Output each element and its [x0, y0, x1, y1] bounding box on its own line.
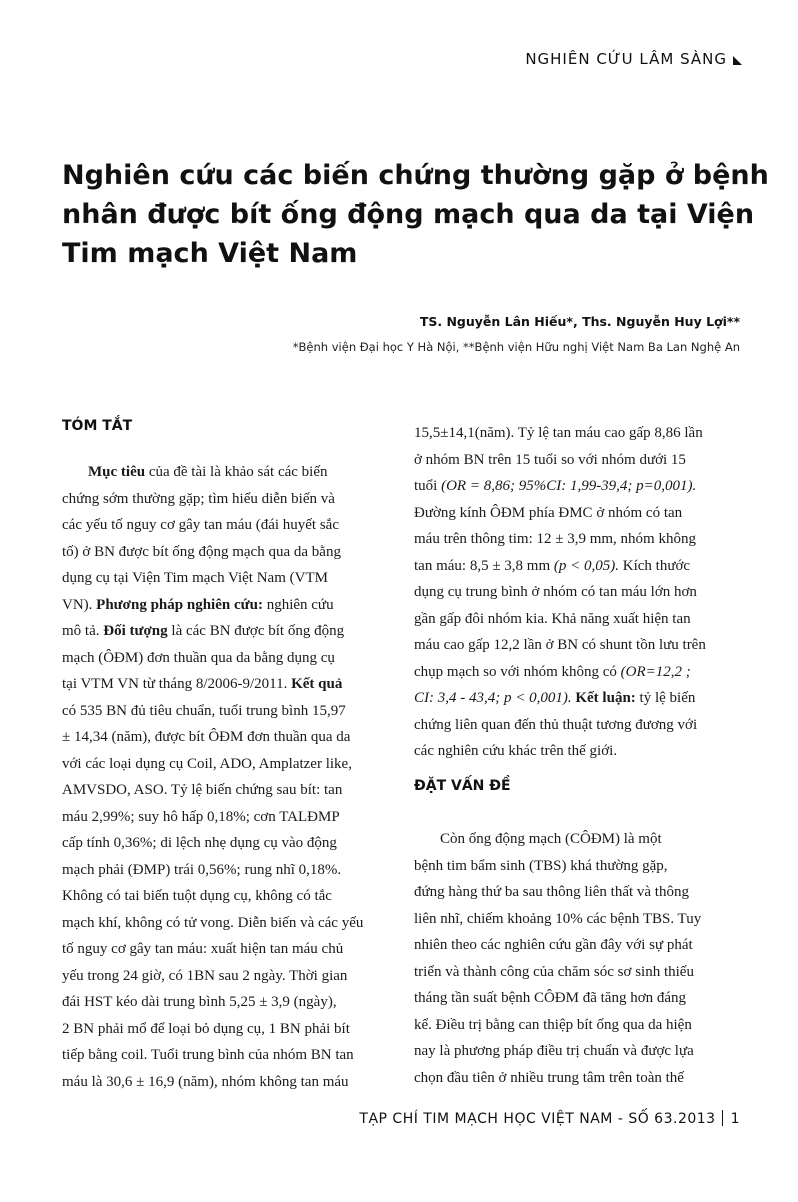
- text-line: [414, 685, 744, 712]
- text-line: [62, 883, 392, 910]
- text-line: [414, 985, 744, 1012]
- text-line: [62, 512, 392, 539]
- text-line: [414, 959, 744, 986]
- text-line: [62, 936, 392, 963]
- text-run: 15,5±14,1(năm). Tỷ lệ tan máu cao gấp 8,86 lần: [414, 425, 703, 441]
- text-run: chứng liên quan đến thủ thuật tương đương với: [414, 716, 698, 733]
- text-line: [414, 420, 744, 447]
- text-run: chọn đầu tiên ở nhiều trung tâm trên toàn thế: [414, 1069, 684, 1086]
- text-run: các nghiên cứu khác trên thế giới.: [414, 743, 618, 759]
- text-line: [62, 963, 392, 990]
- title-line: Tim mạch Việt Nam: [62, 238, 358, 269]
- text-line: [414, 526, 744, 553]
- text-run: đứng hàng thứ ba sau thông liên thất và thông: [414, 884, 689, 900]
- text-line: [414, 879, 744, 906]
- text-line: [62, 804, 392, 831]
- text-run: AMVSDO, ASO. Tỷ lệ biến chứng sau bít: tan: [62, 782, 343, 798]
- text-run: máu trên thông tim: 12 ± 3,9 mm, nhóm không: [414, 531, 696, 547]
- text-run: (p < 0,05).: [553, 557, 620, 574]
- text-line: [414, 906, 744, 933]
- text-line: [62, 565, 392, 592]
- text-line: [414, 826, 744, 853]
- abstract-left-column: [62, 459, 392, 1095]
- text-run: Đường kính ÔĐM phía ĐMC ở nhóm có tan: [414, 504, 683, 521]
- text-run: yếu trong 24 giờ, có 1BN sau 2 ngày. Thời gian: [62, 967, 348, 984]
- text-line: [414, 738, 744, 765]
- text-line: [414, 1038, 744, 1065]
- text-run: cấp tính 0,36%; di lệch nhẹ dụng cụ vào động: [62, 835, 337, 851]
- text-line: [62, 459, 392, 486]
- text-run: máu 2,99%; suy hô hấp 0,18%; cơn TALĐMP: [62, 808, 340, 825]
- text-line: [62, 671, 392, 698]
- text-run: dụng cụ trung bình ở nhóm có tan máu lớn hơn: [414, 584, 697, 600]
- authors: TS. Nguyễn Lân Hiếu*, Ths. Nguyễn Huy Lợi**: [419, 314, 740, 329]
- text-run: tan máu: 8,5 ± 3,8 mm: [414, 557, 554, 574]
- text-run: nay là phương pháp điều trị chuẩn và được lựa: [414, 1043, 694, 1059]
- text-line: [414, 447, 744, 474]
- text-run: tại VTM VN từ tháng 8/2006-9/2011.: [62, 676, 292, 692]
- text-line: [414, 473, 744, 500]
- text-run: máu là 30,6 ± 16,9 (năm), nhóm không tan máu: [62, 1073, 349, 1090]
- abstract-heading: TÓM TẮT: [62, 418, 133, 434]
- text-line: [62, 777, 392, 804]
- text-run: máu cao gấp 12,2 lần ở BN có shunt tồn lưu trên: [414, 637, 706, 653]
- journal-name: TẠP CHÍ TIM MẠCH HỌC VIỆT NAM - SỐ 63.2013: [359, 1111, 716, 1127]
- text-line: [414, 579, 744, 606]
- text-line: [62, 1016, 392, 1043]
- section-header-label: NGHIÊN CỨU LÂM SÀNG: [525, 50, 727, 68]
- text-line: [62, 910, 392, 937]
- text-line: [414, 659, 744, 686]
- text-run: (OR = 8,86; 95%CI: 1,99-39,4; p=0,001).: [441, 478, 697, 494]
- text-run: nghiên cứu: [262, 596, 334, 613]
- text-line: [414, 606, 744, 633]
- text-line: [414, 632, 744, 659]
- text-run: tố) ở BN được bít ống động mạch qua da bằng: [62, 543, 341, 560]
- text-run: liên nhĩ, chiếm khoảng 10% các bệnh TBS. Tuy: [414, 910, 702, 927]
- text-line: [62, 724, 392, 751]
- text-run: các yếu tố nguy cơ gây tan máu (đái huyết sắc: [62, 517, 339, 533]
- text-run: có 535 BN đủ tiêu chuẩn, tuổi trung bình 15,97: [62, 702, 346, 719]
- text-run: Đối tượng: [103, 623, 168, 639]
- text-line: [62, 1069, 392, 1096]
- text-run: dụng cụ tại Viện Tim mạch Việt Nam (VTM: [62, 570, 328, 586]
- text-line: [414, 500, 744, 527]
- text-run: chụp mạch so với nhóm không có: [414, 663, 621, 680]
- text-run: Kết luận:: [571, 690, 636, 706]
- text-run: chứng sớm thường gặp; tìm hiểu diễn biến và: [62, 490, 335, 507]
- page-footer: [359, 1110, 740, 1127]
- text-line: [414, 712, 744, 739]
- text-line: [62, 989, 392, 1016]
- page-number: 1: [730, 1111, 740, 1127]
- title-line: Nghiên cứu các biến chứng thường gặp ở bệnh: [62, 160, 769, 191]
- text-run: 2 BN phải mổ để loại bỏ dụng cụ, 1 BN phải bít: [62, 1020, 350, 1037]
- text-run: bệnh tim bẩm sinh (TBS) khá thường gặp,: [414, 857, 668, 874]
- text-run: tuổi: [414, 478, 442, 494]
- footer-divider: [722, 1110, 723, 1126]
- text-line: [62, 830, 392, 857]
- text-line: [62, 698, 392, 725]
- text-run: là các BN được bít ống động: [167, 623, 345, 639]
- text-line: [414, 1012, 744, 1039]
- text-line: [414, 932, 744, 959]
- text-run: (OR=12,2 ;: [620, 663, 691, 680]
- text-run: gần gấp đôi nhóm kia. Khả năng xuất hiện tan: [414, 610, 691, 627]
- text-run: mô tả.: [62, 623, 104, 639]
- text-run: Không có tai biến tuột dụng cụ, không có tắc: [62, 888, 332, 904]
- article-title: [62, 156, 769, 273]
- text-run: tỷ lệ biến: [635, 690, 696, 706]
- text-run: của đề tài là khảo sát các biến: [145, 464, 328, 480]
- affiliations: *Bệnh viện Đại học Y Hà Nội, **Bệnh viện Hữu nghị Việt Nam Ba Lan Nghệ An: [292, 340, 740, 354]
- text-run: Kích thước: [619, 557, 691, 574]
- text-run: với các loại dụng cụ Coil, ADO, Amplatzer like,: [62, 755, 352, 772]
- text-line: [62, 486, 392, 513]
- text-run: nhiên theo các nghiên cứu gần đây với sự phát: [414, 937, 693, 953]
- text-run: tiếp bằng coil. Tuổi trung bình của nhóm BN tan: [62, 1047, 354, 1063]
- text-line: [414, 553, 744, 580]
- text-run: triển và thành công của chăm sóc sơ sinh thiếu: [414, 963, 694, 980]
- title-line: nhân được bít ống động mạch qua da tại Viện: [62, 199, 755, 230]
- text-run: Kết quả: [291, 676, 343, 692]
- text-run: mạch khí, không có tử vong. Diễn biến và các yếu: [62, 914, 364, 931]
- text-line: [62, 592, 392, 619]
- text-run: đái HST kéo dài trung bình 5,25 ± 3,9 (ngày),: [62, 994, 337, 1010]
- text-run: Mục tiêu: [88, 464, 146, 480]
- text-run: ± 14,34 (năm), được bít ÔĐM đơn thuần qua da: [62, 729, 351, 745]
- text-line: [414, 1065, 744, 1092]
- text-run: kể. Điều trị bằng can thiệp bít ống qua da hiện: [414, 1016, 692, 1033]
- text-line: [62, 539, 392, 566]
- text-line: [62, 1042, 392, 1069]
- text-line: [62, 751, 392, 778]
- text-line: [62, 618, 392, 645]
- section-header: [525, 50, 742, 68]
- text-run: tháng tần suất bệnh CÔĐM đã tăng hơn đáng: [414, 990, 687, 1006]
- text-run: mạch phải (ĐMP) trái 0,56%; rung nhĩ 0,18%.: [62, 861, 342, 878]
- introduction-column: [414, 826, 744, 1091]
- text-run: CI: 3,4 - 43,4; p < 0,001).: [414, 690, 572, 706]
- text-run: Phương pháp nghiên cứu:: [96, 596, 263, 613]
- triangle-marker-icon: [733, 56, 742, 65]
- introduction-heading: ĐẶT VẤN ĐỀ: [414, 778, 511, 794]
- text-run: VN).: [62, 596, 97, 613]
- text-line: [414, 853, 744, 880]
- abstract-right-column: [414, 420, 744, 765]
- text-run: ở nhóm BN trên 15 tuổi so với nhóm dưới 15: [414, 451, 686, 468]
- text-run: Còn ống động mạch (CÔĐM) là một: [440, 831, 662, 847]
- text-run: mạch (ÔĐM) đơn thuần qua da bằng dụng cụ: [62, 649, 335, 666]
- text-line: [62, 857, 392, 884]
- text-run: tố nguy cơ gây tan máu: xuất hiện tan máu chủ: [62, 941, 344, 957]
- text-line: [62, 645, 392, 672]
